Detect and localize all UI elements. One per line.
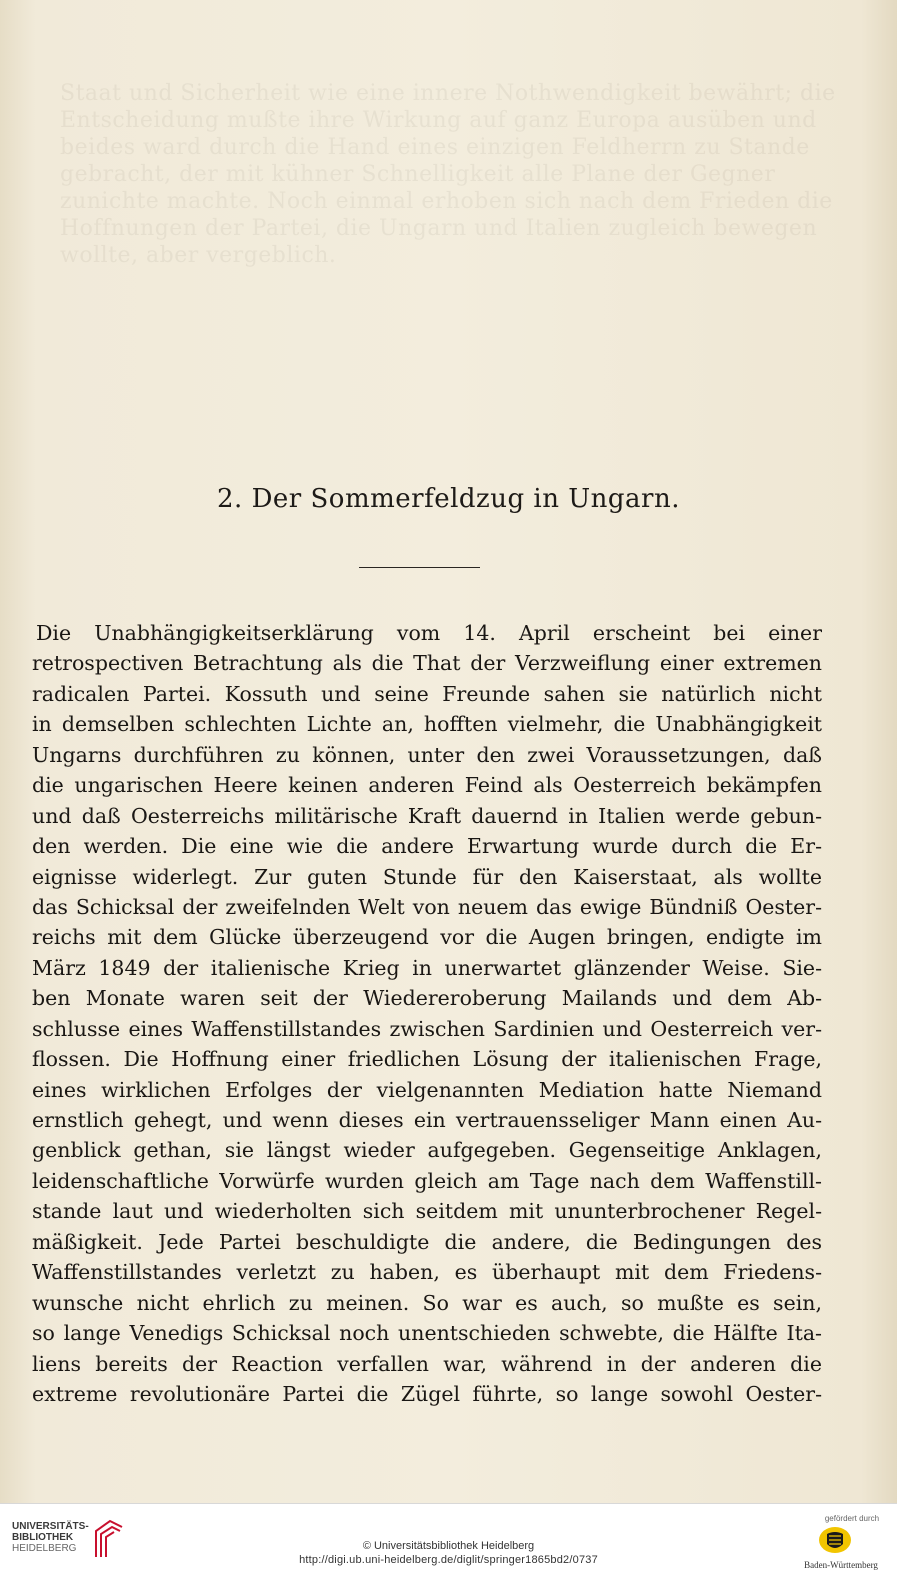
text-line: eines wirklichen Erfolges der vielgenannten Mediation hatte Niemand (32, 1077, 822, 1102)
bleed-through-text: Staat und Sicherheit wie eine innere Nothwendigkeit bewährt; die Entscheidung mußte ihre Wirkung auf ganz Europa ausüben und beides ward durch die Hand eines einzigen Feldherrn zu Stande gebracht, der mit kühner Schnelligkeit alle Plane der Gegner zunichte machte. Noch einmal erhoben sich nach dem Frieden die Hoffnungen der Partei, die Ungarn und Italien zugleich bewegen wollte, aber vergeblich. (60, 81, 836, 268)
text-line: März 1849 der italienische Krieg in unerwartet glänzender Weise. Sie- (32, 955, 822, 980)
text-line: retrospectiven Betrachtung als die That der Verzweiflung einer extremen (32, 651, 822, 676)
text-line: mäßigkeit. Jede Partei beschuldigte die andere, die Bedingungen des (32, 1229, 822, 1254)
logo-line: BIBLIOTHEK (12, 1532, 74, 1543)
heading-divider (359, 567, 480, 568)
logo-line: UNIVERSITÄTS- (12, 1521, 89, 1532)
text-line: so lange Venedigs Schicksal noch unentschieden schwebte, die Hälfte Ita- (32, 1321, 822, 1346)
text-line: flossen. Die Hoffnung einer friedlichen Lösung der italienischen Frage, (32, 1047, 822, 1072)
text-line: leidenschaftliche Vorwürfe wurden gleich am Tage nach dem Waffenstill- (32, 1168, 822, 1193)
text-line: ernstlich gehegt, und wenn dieses ein vertrauensseliger Mann einen Au- (32, 1108, 822, 1132)
text-line: liens bereits der Reaction verfallen war, während in der anderen die (32, 1351, 822, 1376)
logo-line: HEIDELBERG (12, 1543, 77, 1554)
text-line: extreme revolutionäre Partei die Zügel führte, so lange sowohl Oester- (32, 1381, 822, 1406)
text-line: ben Monate waren seit der Wiedereroberung Mailands und dem Ab- (32, 986, 822, 1011)
funder-label: Baden-Württemberg (804, 1560, 878, 1570)
text-line: genblick gethan, sie längst wieder aufgegeben. Gegenseitige Anklagen, (32, 1138, 822, 1163)
text-line: die ungarischen Heere keinen anderen Feind als Oesterreich bekämpfen (32, 773, 822, 798)
text-line: und daß Oesterreichs militärische Kraft dauernd in Italien werde gebun- (32, 803, 822, 828)
text-line: eignisse widerlegt. Zur guten Stunde für den Kaiserstaat, als wollte (32, 864, 822, 889)
baden-wuerttemberg-crest-icon[interactable] (818, 1526, 852, 1554)
text-line: das Schicksal der zweifelnden Welt von neuem das ewige Bündniß Oester- (32, 894, 822, 919)
text-line: radicalen Partei. Kossuth und seine Freunde sahen sie natürlich nicht (32, 681, 822, 706)
copyright-notice: © Universitätsbibliothek Heidelberg (362, 1540, 535, 1552)
text-line: den werden. Die eine wie die andere Erwartung wurde durch die Er- (32, 834, 822, 859)
text-line: wunsche nicht ehrlich zu meinen. So war es auch, so mußte es sein, (32, 1290, 822, 1315)
permalink-url[interactable]: http://digi.ub.uni-heidelberg.de/diglit/springer1865bd2/0737 (299, 1554, 598, 1566)
text-line: schlusse eines Waffenstillstandes zwischen Sardinien und Oesterreich ver- (32, 1016, 822, 1041)
text-line: reichs mit dem Glücke überzeugend vor die Augen bringen, endigte im (32, 925, 822, 950)
text-line: stande laut und wiederholten sich seitdem mit ununterbrochener Regel- (32, 1199, 822, 1224)
text-line: Ungarns durchführen zu können, unter den zwei Voraussetzungen, daß (32, 742, 822, 767)
text-line: Waffenstillstandes verletzt zu haben, es überhaupt mit dem Friedens- (32, 1260, 822, 1285)
footer-bar (0, 1503, 897, 1574)
funded-by-label: gefördert durch (824, 1514, 880, 1523)
text-line: Die Unabhängigkeitserklärung vom 14. April erscheint bei einer (36, 621, 822, 645)
chapter-heading: 2. Der Sommerfeldzug in Ungarn. (217, 484, 680, 514)
text-line: in demselben schlechten Lichte an, hofften vielmehr, die Unabhängigkeit (32, 712, 822, 737)
body-text (32, 618, 822, 1409)
